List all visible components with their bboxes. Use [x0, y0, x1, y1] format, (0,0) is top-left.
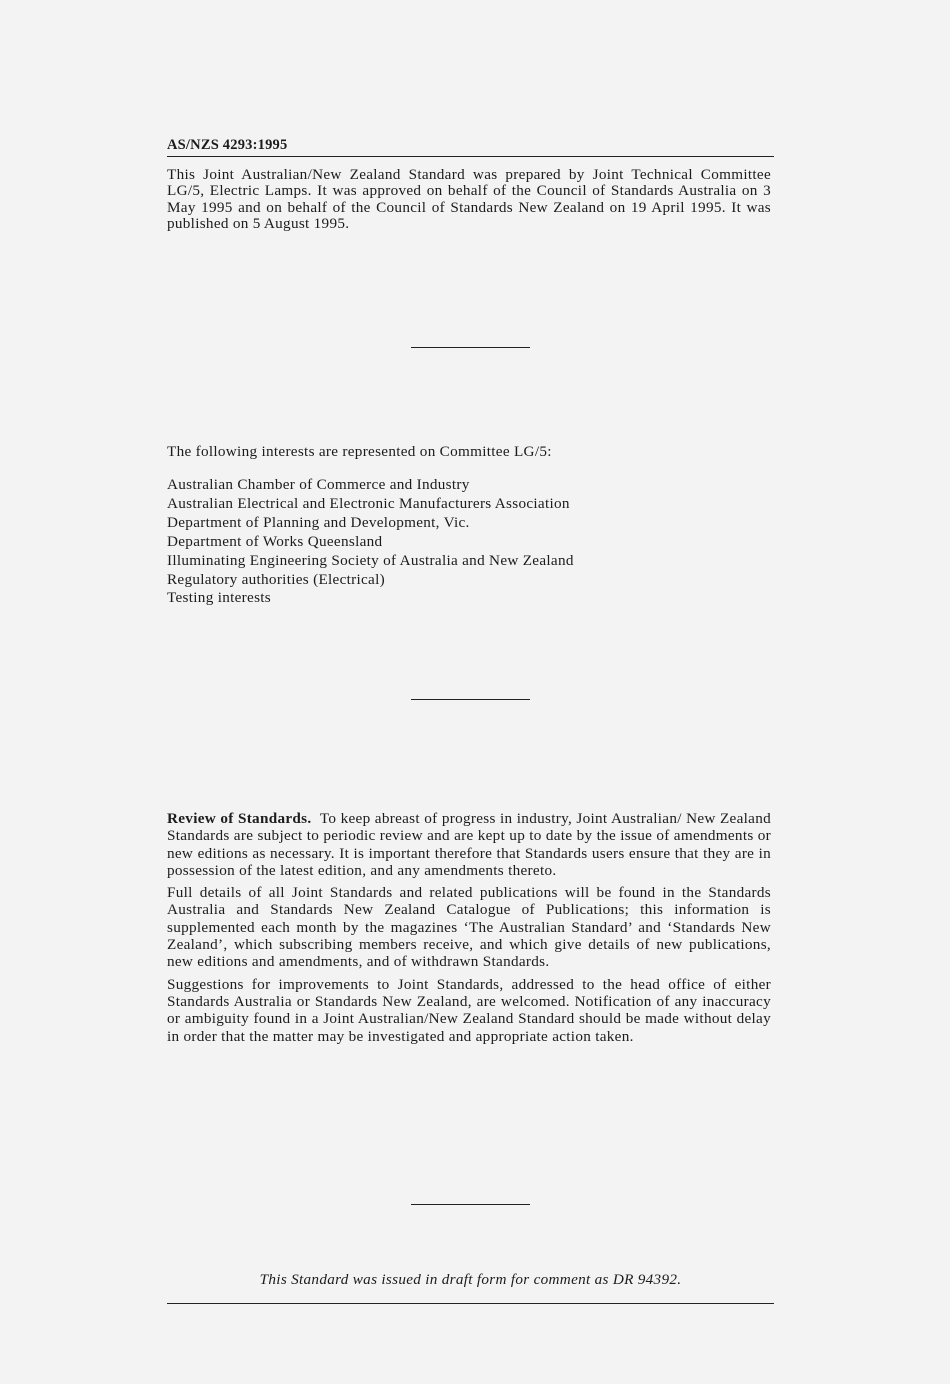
catalogue-paragraph: Full details of all Joint Standards and related publications will be found in the Standards Australia and Standards New Zealand Catalogue of Publications; this information is supplemented each month by the magazines ‘The Australian Standard’ and ‘Standards New Zealand’, which subscribing members receive, and which give details of new publications, new editions and amendments, and of withdrawn Standards. — [167, 884, 771, 971]
committee-members-list — [167, 476, 574, 608]
review-paragraph-text: To keep abreast of progress in industry, Joint Australian/ New Zealand Standards are subject to periodic review and are kept up to date by the issue of amendments or new editions as necessary. It is important therefore that Standards users ensure that they are in possession of the latest edition, and any amendments thereto. — [167, 810, 771, 879]
committee-member: Regulatory authorities (Electrical) — [167, 570, 385, 588]
review-of-standards-section — [167, 810, 771, 1050]
section-divider — [411, 699, 530, 700]
preparation-statement: This Joint Australian/New Zealand Standard was prepared by Joint Technical Committee LG/5, Electric Lamps. It was approved on behalf of the Council of Standards Australia on 3 May 1995 and on behalf of the Council of Standards New Zealand on 19 April 1995. It was published on 5 August 1995. — [167, 166, 771, 233]
suggestions-paragraph: Suggestions for improvements to Joint Standards, addressed to the head office of either Standards Australia or Standards New Zealand, are welcomed. Notification of any inaccuracy or ambiguity found in a Joint Australian/New Zealand Standard should be made without delay in order that the matter may be investigated and appropriate action taken. — [167, 975, 771, 1045]
committee-member: Department of Planning and Development, Vic. — [167, 513, 470, 531]
committee-member: Australian Chamber of Commerce and Industry — [167, 476, 470, 493]
committee-member: Department of Works Queensland — [167, 532, 383, 550]
committee-intro: The following interests are represented on Committee LG/5: — [167, 443, 552, 460]
committee-member: Illuminating Engineering Society of Australia and New Zealand — [167, 551, 574, 569]
review-paragraph — [167, 810, 771, 879]
draft-note: This Standard was issued in draft form for comment as DR 94392. — [259, 1271, 682, 1288]
review-heading: Review of Standards. — [167, 810, 312, 827]
document-identifier: AS/NZS 4293:1995 — [167, 137, 288, 153]
section-divider — [411, 1204, 530, 1205]
section-divider — [411, 347, 530, 348]
committee-member: Australian Electrical and Electronic Manufacturers Association — [167, 494, 570, 512]
footer-rule — [167, 1303, 774, 1304]
header-rule — [167, 156, 774, 157]
committee-member: Testing interests — [167, 589, 272, 607]
